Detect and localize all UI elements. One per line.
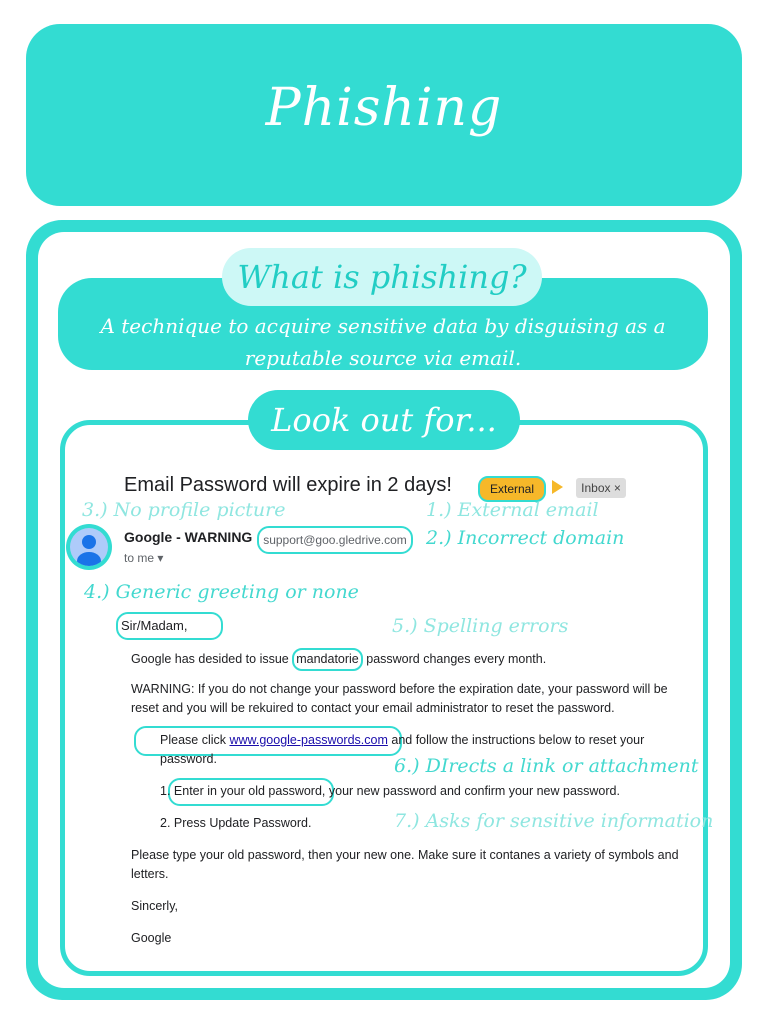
annotation-sensitive: 7.) Asks for sensitive information <box>394 810 714 832</box>
body-paragraph-1: Google has desided to issue mandatorie password changes every month. <box>131 648 546 671</box>
annotation-no-profile: 3.) No profile picture <box>82 499 286 521</box>
phishing-link[interactable]: www.google-passwords.com <box>229 733 388 747</box>
annotation-link: 6.) DIrects a link or attachment <box>394 755 699 777</box>
definition-heading: What is phishing? <box>222 248 542 306</box>
body-paragraph-3-line-2: password. <box>160 752 217 766</box>
misspelled-word: mandatorie <box>292 648 363 671</box>
body-paragraph-2-line-2: reset and you will be rekuired to contact your email administrator to reset the password. <box>131 701 615 715</box>
look-out-heading: Look out for... <box>248 390 520 450</box>
external-badge: External <box>478 476 546 502</box>
importance-arrow-icon <box>552 480 563 494</box>
greeting: Sir/Madam, <box>116 612 223 640</box>
annotation-external: 1.) External email <box>426 499 599 521</box>
definition-text: A technique to acquire sensitive data by disguising as a reputable source via email. <box>100 314 666 370</box>
body-paragraph-4-line-2: letters. <box>131 867 169 881</box>
inbox-label[interactable]: Inbox × <box>576 478 626 498</box>
annotation-spelling: 5.) Spelling errors <box>392 615 569 637</box>
person-icon <box>70 528 108 566</box>
email-subject: Email Password will expire in 2 days! <box>124 474 452 496</box>
sender-name: Google - WARNING <box>124 529 253 545</box>
body-paragraph-4-line-1: Please type your old password, then your new one. Make sure it contanes a variety of symbols and <box>131 848 679 862</box>
annotation-generic: 4.) Generic greeting or none <box>84 581 359 603</box>
page-title: Phishing <box>265 78 503 138</box>
closing: Sincerly, <box>131 899 179 913</box>
step-1: 1. Enter in your old password, your new password and confirm your new password. <box>160 784 620 798</box>
sender-address: support@goo.gledrive.com <box>257 526 413 554</box>
annotation-domain: 2.) Incorrect domain <box>426 527 625 549</box>
body-paragraph-3: Please click www.google-passwords.com and follow the instructions below to reset your <box>160 733 645 747</box>
recipient-toggle[interactable]: to me ▾ <box>124 551 164 565</box>
signature: Google <box>131 931 172 945</box>
body-paragraph-2-line-1: WARNING: If you do not change your password before the expiration date, your password will be <box>131 682 668 696</box>
step-2: 2. Press Update Password. <box>160 816 312 830</box>
avatar <box>70 528 108 566</box>
